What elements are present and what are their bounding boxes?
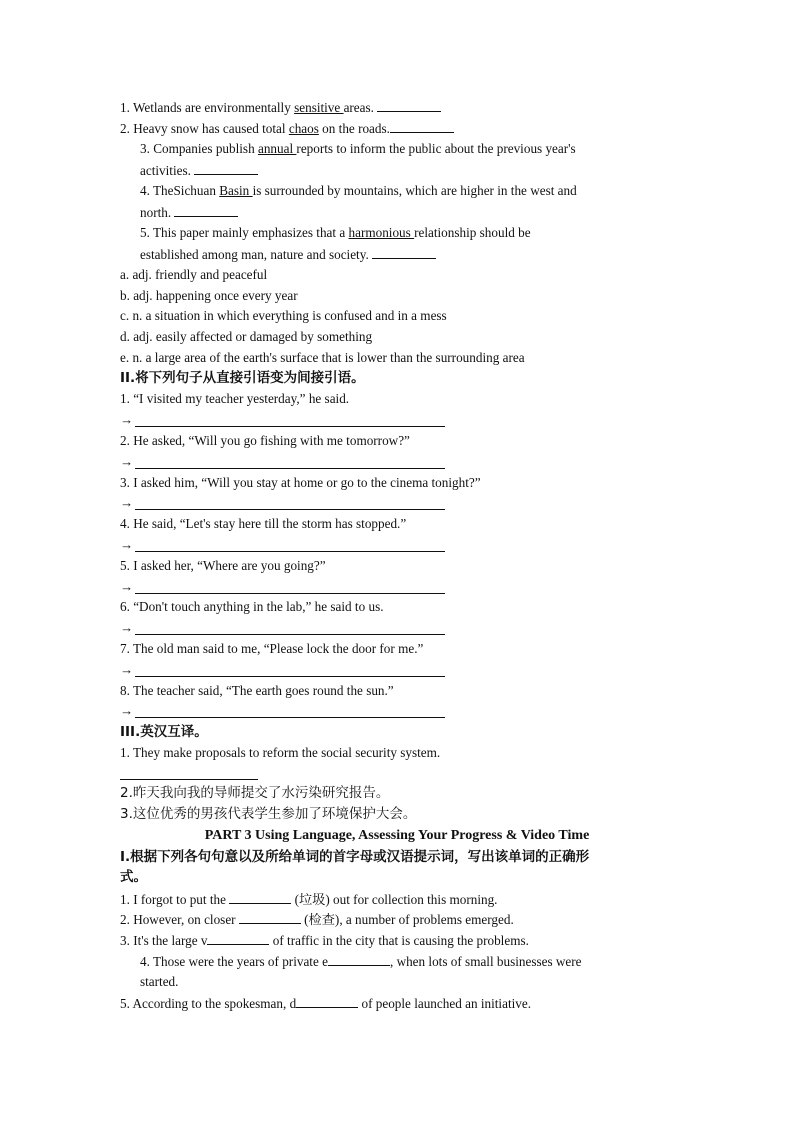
- question-text: of people launched an initiative.: [358, 996, 532, 1011]
- question-text: relationship should be: [414, 225, 531, 240]
- question-2: [120, 119, 454, 138]
- question-3-cont: [140, 161, 258, 180]
- answer-blank[interactable]: [372, 245, 436, 259]
- answer-line[interactable]: [135, 634, 445, 635]
- answer-blank[interactable]: [207, 931, 269, 945]
- arrow-icon: →: [120, 579, 134, 594]
- answer-blank[interactable]: [296, 994, 358, 1008]
- sentence-1: 1. “I visited my teacher yesterday,” he said.: [120, 391, 350, 406]
- answer-blank[interactable]: [229, 890, 291, 904]
- question-text: , when lots of small businesses were: [389, 954, 582, 969]
- question-text: on the roads.: [318, 121, 390, 136]
- answer-blank[interactable]: [328, 952, 390, 966]
- sentence-4: 4. He said, “Let's stay here till the storm has stopped.”: [120, 516, 407, 531]
- definition-b: b. adj. happening once every year: [120, 288, 298, 303]
- question-text: activities.: [140, 163, 195, 178]
- answer-line[interactable]: [135, 593, 445, 594]
- answer-line[interactable]: [135, 717, 445, 718]
- arrow-icon: →: [120, 495, 134, 510]
- question-3: [140, 140, 576, 158]
- section-heading-iii: III.英汉互译。: [120, 724, 208, 740]
- definition-e: e. n. a large area of the earth's surface that is lower than the surrounding area: [120, 350, 525, 365]
- question-text: 5. According to the spokesman, d: [120, 996, 297, 1011]
- translation-3: 3.这位优秀的男孩代表学生参加了环境保护大会。: [120, 806, 417, 822]
- question-text: (检查), a number of problems emerged.: [300, 912, 514, 927]
- sentence-2: 2. He asked, “Will you go fishing with me tomorrow?”: [120, 433, 410, 448]
- definition-a: a. adj. friendly and peaceful: [120, 267, 268, 282]
- underlined-word: Basin: [219, 183, 253, 198]
- answer-blank[interactable]: [390, 119, 454, 133]
- fill-question-1: [120, 890, 497, 909]
- question-5-cont: [140, 245, 436, 264]
- answer-line[interactable]: [120, 779, 258, 780]
- answer-blank[interactable]: [194, 161, 258, 175]
- definition-d: d. adj. easily affected or damaged by something: [120, 329, 373, 344]
- answer-blank[interactable]: [377, 98, 441, 112]
- fill-question-4-cont: started.: [140, 974, 179, 989]
- underlined-word: chaos: [288, 121, 319, 136]
- sentence-3: 3. I asked him, “Will you stay at home or go to the cinema tonight?”: [120, 475, 481, 490]
- arrow-icon: →: [120, 662, 134, 677]
- sentence-7: 7. The old man said to me, “Please lock the door for me.”: [120, 641, 424, 656]
- section-heading-ii: II.将下列句子从直接引语变为间接引语。: [120, 370, 365, 386]
- question-text: 3. It's the large v: [120, 933, 208, 948]
- fill-question-4: [140, 952, 582, 971]
- arrow-icon: →: [120, 412, 134, 427]
- answer-line[interactable]: [135, 509, 445, 510]
- underlined-word: sensitive: [294, 100, 344, 115]
- question-text: 4. Those were the years of private e: [140, 954, 328, 969]
- question-text: reports to inform the public about the previous year's: [296, 141, 576, 156]
- translation-1: 1. They make proposals to reform the social security system.: [120, 745, 441, 760]
- arrow-icon: →: [120, 537, 134, 552]
- answer-line[interactable]: [135, 551, 445, 552]
- question-text: 5. This paper mainly emphasizes that a: [140, 225, 349, 240]
- section-heading-i: I.根据下列各句句意以及所给单词的首字母或汉语提示词，写出该单词的正确形: [120, 849, 590, 865]
- question-4-cont: [140, 203, 238, 222]
- question-text: 2. However, on closer: [120, 912, 239, 927]
- answer-line[interactable]: [135, 426, 445, 427]
- sentence-6: 6. “Don't touch anything in the lab,” he said to us.: [120, 599, 384, 614]
- underlined-word: harmonious: [348, 225, 415, 240]
- arrow-icon: →: [120, 703, 134, 718]
- question-text: (垃圾) out for collection this morning.: [291, 892, 498, 907]
- arrow-icon: →: [120, 454, 134, 469]
- question-text: of traffic in the city that is causing the problems.: [269, 933, 529, 948]
- question-text: is surrounded by mountains, which are higher in the west and: [252, 183, 577, 198]
- sentence-8: 8. The teacher said, “The earth goes round the sun.”: [120, 683, 394, 698]
- section-heading-i-cont: 式。: [120, 869, 147, 885]
- question-text: areas.: [343, 100, 378, 115]
- fill-question-5: [120, 994, 531, 1013]
- question-text: 1. Wetlands are environmentally: [120, 100, 295, 115]
- underlined-word: annual: [257, 141, 297, 156]
- translation-2: 2.昨天我向我的导师提交了水污染研究报告。: [120, 785, 390, 801]
- part-title: PART 3 Using Language, Assessing Your Progress & Video Time: [204, 828, 590, 843]
- question-1: [120, 98, 441, 117]
- question-text: 3. Companies publish: [140, 141, 258, 156]
- question-text: established among man, nature and society.: [140, 247, 373, 262]
- question-text: 1. I forgot to put the: [120, 892, 230, 907]
- definition-c: c. n. a situation in which everything is confused and in a mess: [120, 308, 447, 323]
- arrow-icon: →: [120, 620, 134, 635]
- answer-blank[interactable]: [239, 910, 301, 924]
- sentence-5: 5. I asked her, “Where are you going?”: [120, 558, 326, 573]
- fill-question-2: [120, 910, 514, 929]
- fill-question-3: [120, 931, 529, 950]
- question-text: 4. TheSichuan: [140, 183, 220, 198]
- question-4: [140, 182, 577, 200]
- answer-line[interactable]: [135, 676, 445, 677]
- answer-line[interactable]: [135, 468, 445, 469]
- question-text: 2. Heavy snow has caused total: [120, 121, 289, 136]
- question-5: [140, 224, 531, 242]
- question-text: north.: [140, 205, 175, 220]
- answer-blank[interactable]: [174, 203, 238, 217]
